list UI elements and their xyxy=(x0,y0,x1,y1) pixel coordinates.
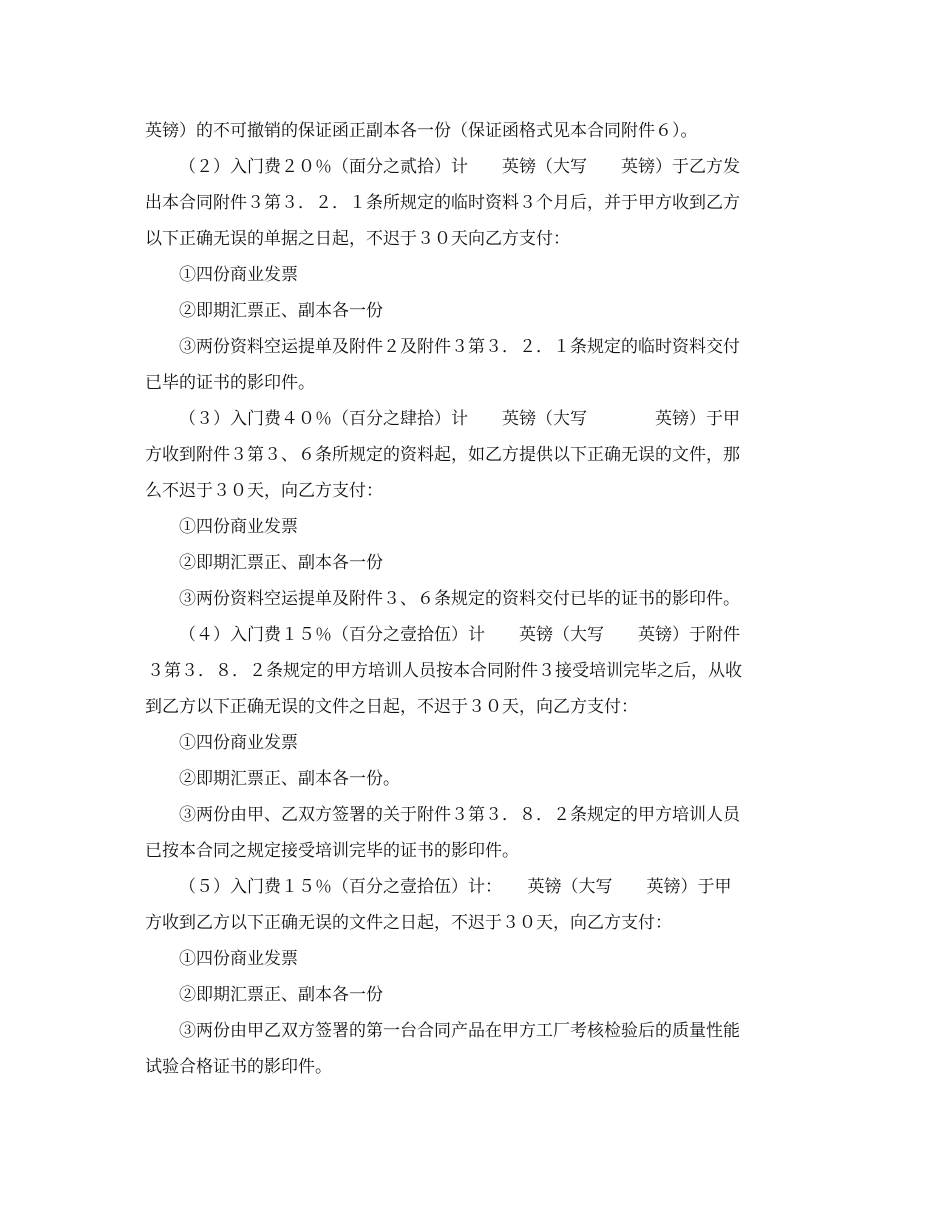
list-item: ②即期汇票正、副本各一份 xyxy=(179,301,383,321)
clause-3-heading: （３）入门费４０％（百分之肆拾）计 英镑（大写 英镑）于甲 xyxy=(179,409,740,429)
clause-5-heading: （５）入门费１５％（百分之壹拾伍）计： 英镑（大写 英镑）于甲 xyxy=(179,877,732,897)
text-line: ３第３．８．２条规定的甲方培训人员按本合同附件３接受培训完毕之后，从收 xyxy=(147,661,742,681)
list-item: ③两份由甲、乙双方签署的关于附件３第３．８．２条规定的甲方培训人员 xyxy=(179,805,740,825)
text-line: 已按本合同之规定接受培训完毕的证书的影印件。 xyxy=(145,841,519,861)
text-line: 么不迟于３０天，向乙方支付： xyxy=(145,481,383,501)
text-line: 已毕的证书的影印件。 xyxy=(145,373,315,393)
list-item: ①四份商业发票 xyxy=(179,517,298,537)
list-item: ①四份商业发票 xyxy=(179,265,298,285)
text-line: 方收到附件３第３、６条所规定的资料起，如乙方提供以下正确无误的文件，那 xyxy=(145,445,740,465)
list-item: ③两份资料空运提单及附件２及附件３第３．２．１条规定的临时资料交付 xyxy=(179,337,740,357)
text-line: 试验合格证书的影印件。 xyxy=(145,1057,332,1077)
clause-4-heading: （４）入门费１５％（百分之壹拾伍）计 英镑（大写 英镑）于附件 xyxy=(179,625,740,645)
list-item: ①四份商业发票 xyxy=(179,949,298,969)
list-item: ①四份商业发票 xyxy=(179,733,298,753)
list-item: ③两份资料空运提单及附件３、６条规定的资料交付已毕的证书的影印件。 xyxy=(179,589,740,609)
text-line: 以下正确无误的单据之日起，不迟于３０天向乙方支付： xyxy=(145,229,570,249)
clause-2-heading: （２）入门费２０％（面分之贰拾）计 英镑（大写 英镑）于乙方发 xyxy=(179,157,740,177)
text-line: 英镑）的不可撤销的保证函正副本各一份（保证函格式见本合同附件６）。 xyxy=(145,121,698,141)
text-line: 方收到乙方以下正确无误的文件之日起，不迟于３０天，向乙方支付： xyxy=(145,913,672,933)
contract-body-text xyxy=(145,113,805,1085)
list-item: ③两份由甲乙双方签署的第一台合同产品在甲方工厂考核检验后的质量性能 xyxy=(179,1021,740,1041)
text-line: 出本合同附件３第３．２．１条所规定的临时资料３个月后，并于甲方收到乙方 xyxy=(145,193,740,213)
text-line: 到乙方以下正确无误的文件之日起，不迟于３０天，向乙方支付： xyxy=(145,697,638,717)
list-item: ②即期汇票正、副本各一份 xyxy=(179,985,383,1005)
list-item: ②即期汇票正、副本各一份。 xyxy=(179,769,400,789)
list-item: ②即期汇票正、副本各一份 xyxy=(179,553,383,573)
